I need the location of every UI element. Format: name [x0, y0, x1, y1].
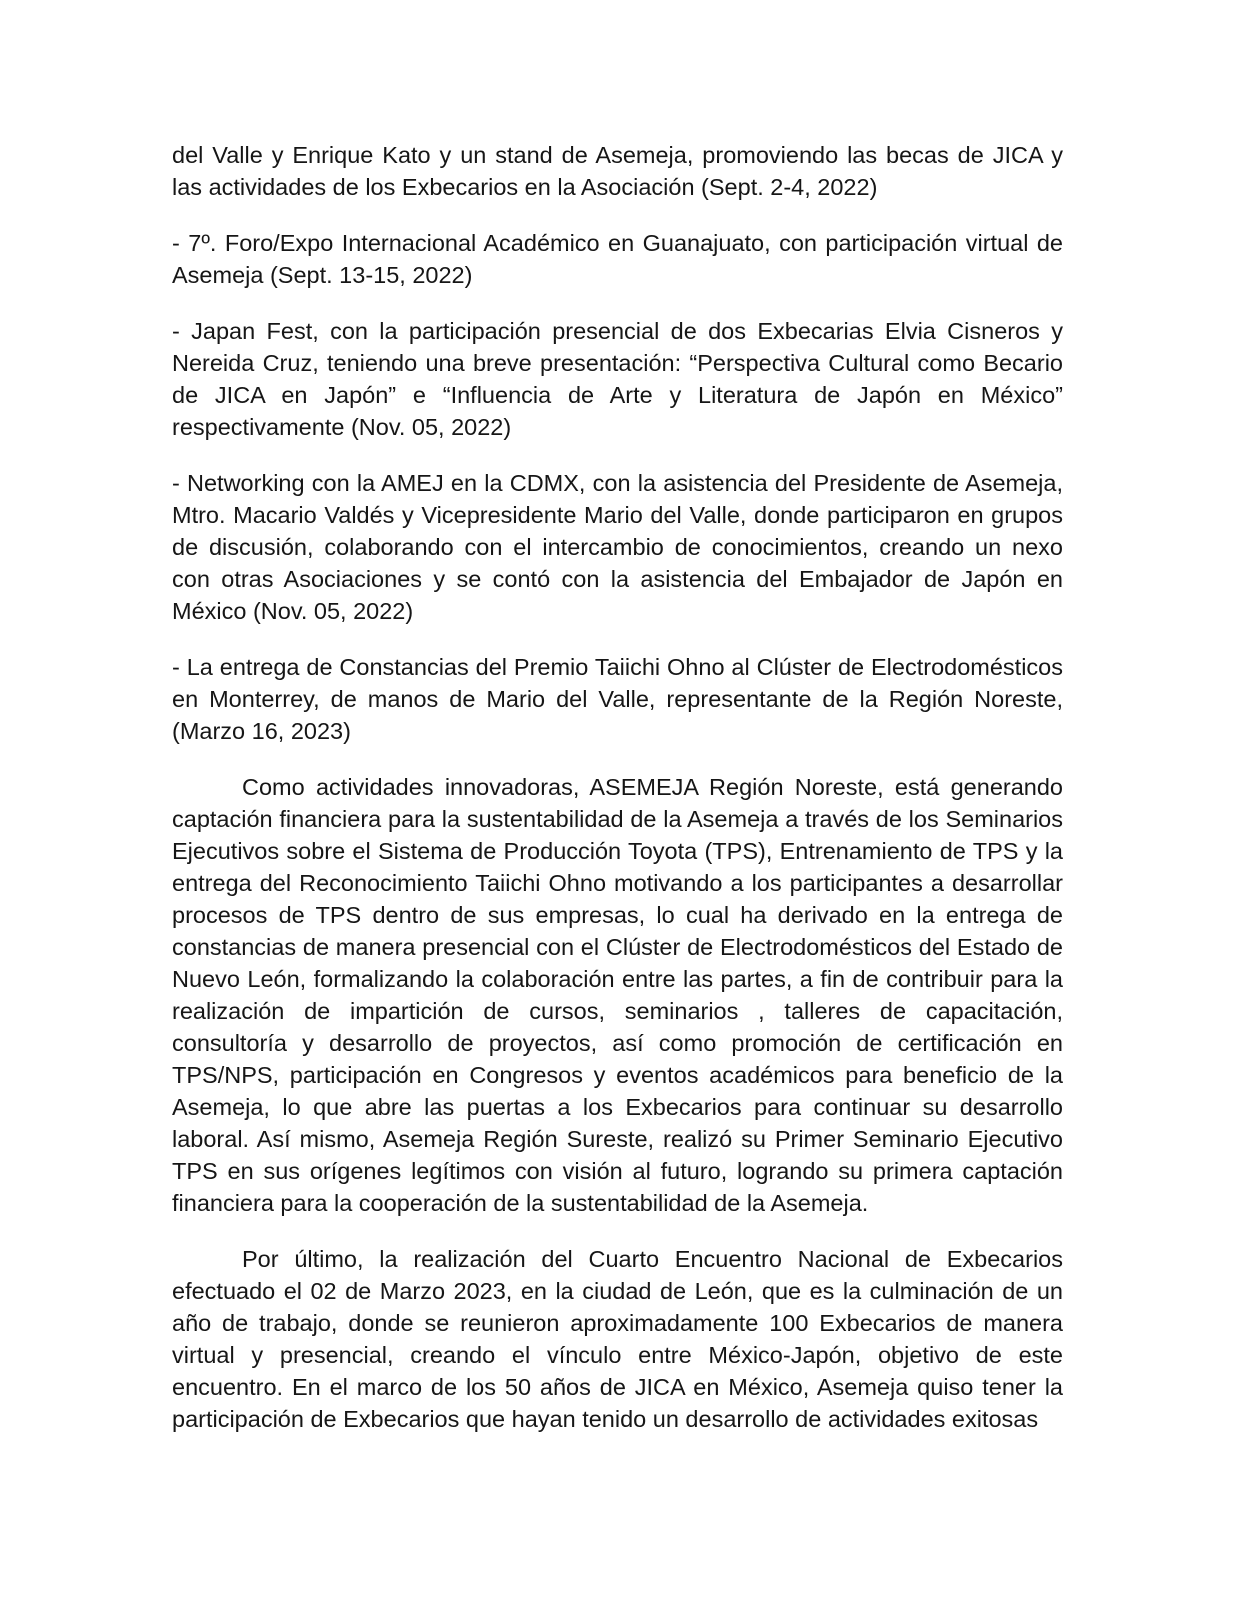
paragraph-premio-taiichi-ohno: - La entrega de Constancias del Premio Taiichi Ohno al Clúster de Electrodomésticos en Monterrey, de manos de Mario del Valle, representante de la Región Noreste, (Marzo 16, 2023): [172, 654, 1063, 744]
paragraph-cuarto-encuentro-nacional: Por último, la realización del Cuarto Encuentro Nacional de Exbecarios efectuado el 02 de Marzo 2023, en la ciudad de León, que es la culminación de un año de trabajo, donde se reunieron aproximadamente 100 Exbecarios de manera virtual y presencial, creando el vínculo entre México-Japón, objetivo de este encuentro. En el marco de los 50 años de JICA en México, Asemeja quiso tener la participación de Exbecarios que hayan tenido un desarrollo de actividades exitosas: [172, 1246, 1063, 1432]
paragraph-continuation-jica-stand: del Valle y Enrique Kato y un stand de Asemeja, promoviendo las becas de JICA y las actividades de los Exbecarios en la Asociación (Sept. 2-4, 2022): [172, 142, 1063, 200]
paragraph-networking-amej: - Networking con la AMEJ en la CDMX, con la asistencia del Presidente de Asemeja, Mtro. Macario Valdés y Vicepresidente Mario del Valle, donde participaron en grupos de discusión, colaborando con el intercambio de conocimientos, creando un nexo con otras Asociaciones y se contó con la asistencia del Embajador de Japón en México (Nov. 05, 2022): [172, 470, 1063, 624]
document-body: [172, 139, 1063, 1435]
paragraph-foro-expo-guanajuato: - 7º. Foro/Expo Internacional Académico en Guanajuato, con participación virtual de Asemeja (Sept. 13-15, 2022): [172, 230, 1063, 288]
paragraph-japan-fest: - Japan Fest, con la participación presencial de dos Exbecarias Elvia Cisneros y Nereida Cruz, teniendo una breve presentación: “Perspectiva Cultural como Becario de JICA en Japón” e “Influencia de Arte y Literatura de Japón en México” respectivamente (Nov. 05, 2022): [172, 318, 1063, 440]
paragraph-actividades-innovadoras: Como actividades innovadoras, ASEMEJA Región Noreste, está generando captación financiera para la sustentabilidad de la Asemeja a través de los Seminarios Ejecutivos sobre el Sistema de Producción Toyota (TPS), Entrenamiento de TPS y la entrega del Reconocimiento Taiichi Ohno motivando a los participantes a desarrollar procesos de TPS dentro de sus empresas, lo cual ha derivado en la entrega de constancias de manera presencial con el Clúster de Electrodomésticos del Estado de Nuevo León, formalizando la colaboración entre las partes, a fin de contribuir para la realización de impartición de cursos, seminarios , talleres de capacitación, consultoría y desarrollo de proyectos, así como promoción de certificación en TPS/NPS, participación en Congresos y eventos académicos para beneficio de la Asemeja, lo que abre las puertas a los Exbecarios para continuar su desarrollo laboral. Así mismo, Asemeja Región Sureste, realizó su Primer Seminario Ejecutivo TPS en sus orígenes legítimos con visión al futuro, logrando su primera captación financiera para la cooperación de la sustentabilidad de la Asemeja.: [172, 774, 1063, 1216]
